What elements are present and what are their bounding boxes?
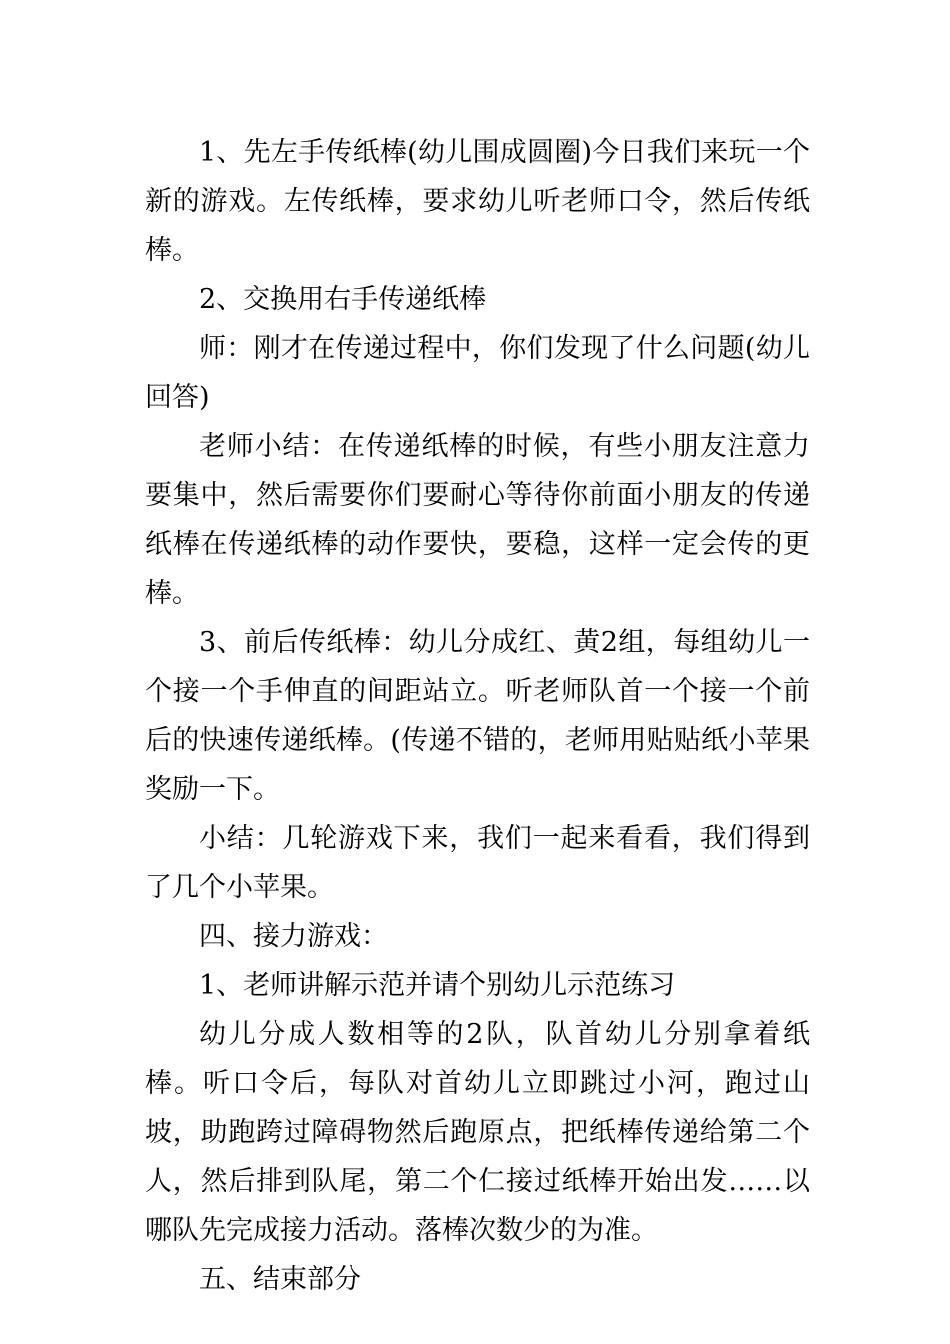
section-heading-relay-game: 四、接力游戏：: [199, 921, 388, 952]
paragraph-teacher-question: 师：刚才在传递过程中，你们发现了什么问题(幼儿回答): [145, 333, 810, 413]
section-heading-ending: 五、结束部分: [199, 1264, 361, 1295]
paragraph-step-3-front-back-pass: 3、前后传纸棒：幼儿分成红、黄2组，每组幼儿一个接一个手伸直的间距站立。听老师队首一个接一个前后的快速传递纸棒。(传递不错的，老师用贴贴纸小苹果奖励一下。: [145, 627, 810, 805]
paragraph-relay-rules: 幼儿分成人数相等的2队，队首幼儿分别拿着纸棒。听口令后，每队对首幼儿立即跳过小河，跑过山坡，助跑跨过障碍物然后跑原点，把纸棒传递给第二个人，然后排到队尾，第二个仁接过纸棒开始出发……以哪队先完成接力活动。落棒次数少的为准。: [145, 1019, 810, 1246]
paragraph-relay-step-1: 1、老师讲解示范并请个别幼儿示范练习: [199, 970, 676, 1001]
document-body: [145, 128, 810, 1304]
paragraph-step-1-left-pass: 1、先左手传纸棒(幼儿围成圆圈)今日我们来玩一个新的游戏。左传纸棒，要求幼儿听老师口令，然后传纸棒。: [145, 137, 810, 266]
paragraph-teacher-summary: 老师小结：在传递纸棒的时候，有些小朋友注意力要集中，然后需要你们要耐心等待你前面小朋友的传递纸棒在传递纸棒的动作要快，要稳，这样一定会传的更棒。: [145, 431, 810, 609]
paragraph-summary-apples: 小结：几轮游戏下来，我们一起来看看，我们得到了几个小苹果。: [145, 823, 810, 903]
paragraph-step-2-right-pass: 2、交换用右手传递纸棒: [199, 284, 487, 315]
